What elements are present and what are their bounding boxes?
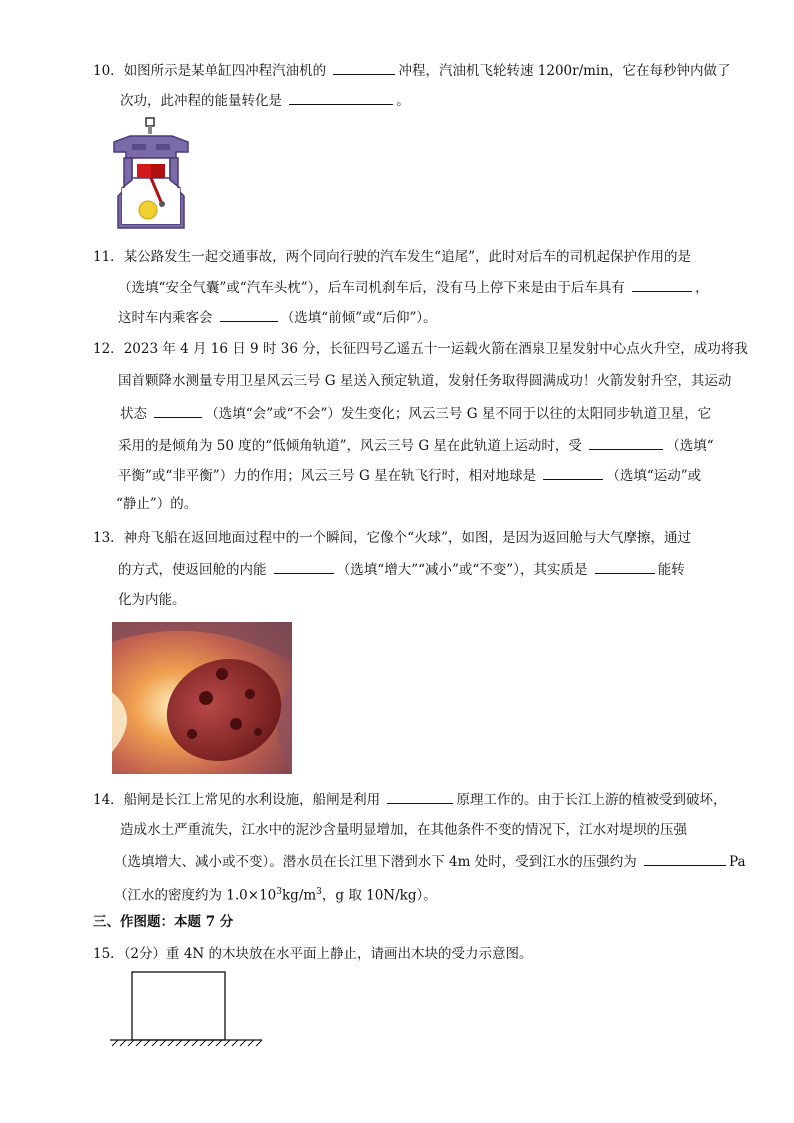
q13-line-1: 13．神舟飞船在返回地面过程中的一个瞬间，它像个“火球”，如图，是因为返回舱与大气摩擦，通过 [93, 530, 691, 546]
answer-blank[interactable] [220, 307, 278, 322]
q14-line-3: （选填增大、减小或不变）。潜水员在长江里下潜到水下 4m 处时，受到江水的压强约为 Pa [114, 851, 746, 872]
q12-line-1: 12．2023 年 4 月 16 日 9 时 36 分，长征四号乙遥五十一运载火箭在酒泉卫星发射中心点火升空，成功将我 [93, 341, 748, 357]
answer-blank[interactable] [289, 90, 393, 105]
answer-blank[interactable] [595, 559, 655, 574]
q11-line-3: 这时车内乘客会 （选填“前倾”或“后仰”）。 [118, 307, 437, 328]
q15-line: 15．（2分）重 4N 的木块放在水平面上静止，请画出木块的受力示意图。 [93, 946, 533, 962]
q14-line-1: 14．船闸是长江上常见的水利设施，船闸是利用 原理工作的。由于长江上游的植被受到破坏， [93, 789, 726, 810]
q13-line-2: 的方式，使返回舱的内能 （选填“增大”“减小”或“不变”），其实质是 能转 [118, 559, 685, 580]
q13-line-3: 化为内能。 [118, 592, 186, 608]
answer-blank[interactable] [154, 403, 202, 418]
engine-figure [110, 116, 192, 232]
answer-blank[interactable] [333, 60, 395, 75]
q12-line-4: 采用的是倾角为 50 度的“低倾角轨道”，风云三号 G 星在此轨道上运动时，受 （选填“ [118, 435, 714, 456]
answer-blank[interactable] [644, 851, 726, 866]
q10-line-2: 次功，此冲程的能量转化是 。 [120, 90, 410, 111]
answer-blank[interactable] [589, 435, 663, 450]
q12-line-5: 平衡”或“非平衡”）力的作用；风云三号 G 星在轨飞行时，相对地球是 （选填“运动”或 [118, 465, 701, 486]
q14-line-2: 造成水土严重流失，江水中的泥沙含量明显增加，在其他条件不变的情况下，江水对堤坝的压强 [120, 822, 687, 838]
reentry-capsule-image [112, 622, 292, 774]
q12-line-6: “静止”）的。 [116, 496, 198, 512]
answer-blank[interactable] [387, 789, 453, 804]
q11-line-2: （选填“安全气囊”或“汽车头枕”），后车司机刹车后，没有马上停下来是由于后车具有 ， [118, 277, 709, 298]
q10-line-1: 10．如图所示是某单缸四冲程汽油机的 冲程，汽油机飞轮转速 1200r/min，它在每秒钟内做了 [93, 60, 730, 81]
q11-line-1: 11．某公路发生一起交通事故，两个同向行驶的汽车发生“追尾”，此时对后车的司机起保护作用的是 [93, 249, 691, 265]
section-heading: 三、作图题：本题 7 分 [93, 914, 234, 930]
wood-block-figure[interactable] [108, 968, 264, 1048]
answer-blank[interactable] [543, 465, 603, 480]
q12-line-2: 国首颗降水测量专用卫星风云三号 G 星送入预定轨道，发射任务取得圆满成功！火箭发射升空，其运动 [118, 373, 732, 389]
q12-line-3: 状态 （选填“会”或“不会”）发生变化；风云三号 G 星不同于以往的太阳同步轨道卫星，它 [120, 403, 711, 424]
answer-blank[interactable] [632, 277, 692, 292]
answer-blank[interactable] [274, 559, 334, 574]
q14-line-4: （江水的密度约为 $1.0\times 10^3kg/m^3$，g 取 10N/kg）。 [114, 887, 437, 904]
